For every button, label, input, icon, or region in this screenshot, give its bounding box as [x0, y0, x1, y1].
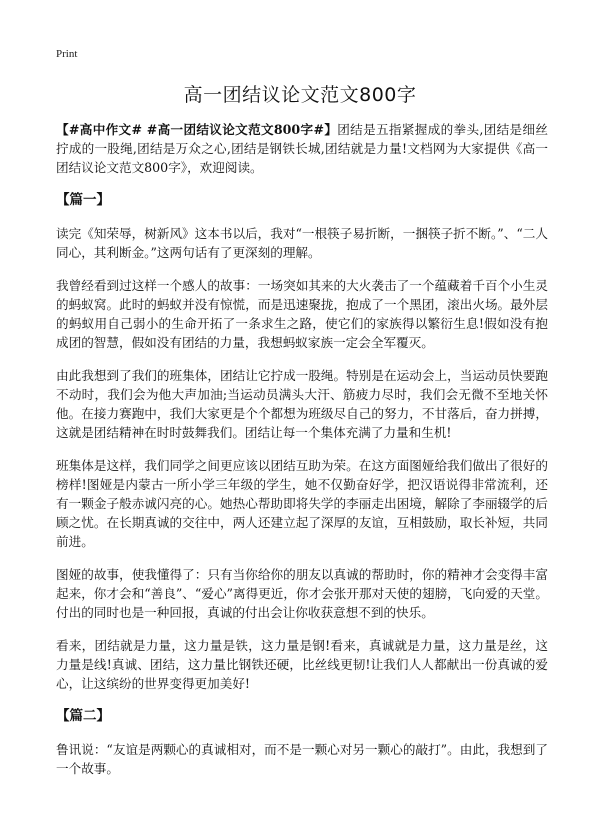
- section2-paragraph: 鲁讯说：“友谊是两颗心的真诚相对，而不是一颗心对另一颗心的敲打”。由此，我想到了一个故事。: [56, 742, 548, 776]
- document-body: [56, 120, 548, 792]
- intro-text: 团结是五指紧握成的拳头,团结是细丝拧成的一股绳,团结是万众之心,团结是钢铁长城,团结就是力量!文档网为大家提供《高一团结议论文范文800字》，欢迎阅读。: [56, 122, 548, 175]
- section1-paragraph: 读完《知荣辱，树新风》这本书以后，我对“一根筷子易折断，一捆筷子折不断。”、“二人同心，其利断金。”这两句话有了更深刻的理解。: [56, 226, 548, 260]
- section1-paragraph: 看来，团结就是力量，这力量是铁，这力量是钢!看来，真诚就是力量，这力量是丝，这力量是线!真诚、团结，这力量比钢铁还硬，比丝线更韧!让我们人人都献出一份真诚的爱心，让这缤纷的世界变得更加美好!: [56, 638, 548, 691]
- section1-paragraph: 我曾经看到过这样一个感人的故事：一场突如其来的大火袭击了一个蕴藏着千百个小生灵的蚂蚁窝。此时的蚂蚁并没有惊慌，而是迅速聚拢，抱成了一个黑团，滚出火场。最外层的蚂蚁用自己弱小的生命开拓了一条求生之路，使它们的家族得以繁衍生息!假如没有抱成团的智慧，假如没有团结的力量，我想蚂蚁家族一定会全军覆灭。: [56, 278, 548, 350]
- section1-paragraph: 由此我想到了我们的班集体，团结让它拧成一股绳。特别是在运动会上，当运动员快要跑不动时，我们会为他大声加油;当运动员满头大汗、筋疲力尽时，我们会无微不至地关怀他。在接力赛跑中，我们大家更是个个都想为班级尽自己的努力，不甘落后，奋力拼搏，这就是团结精神在时时鼓舞我们。团结让每一个集体充满了力量和生机!: [56, 368, 548, 440]
- document-title: 高一团结议论文范文800字: [183, 84, 417, 106]
- section-heading-1: 【篇一】: [56, 192, 110, 208]
- section1-paragraph: 班集体是这样，我们同学之间更应该以团结互助为荣。在这方面图娅给我们做出了很好的榜样!图娅是内蒙古一所小学三年级的学生，她不仅勤奋好学，把汉语说得非常流利，还有一颗金子般赤诚闪亮的心。她热心帮助即将失学的李丽走出困境，解除了李丽辍学的后顾之忧。在长期真诚的交往中，两人还建立起了深厚的友谊，互相鼓励，取长补短，共同前进。: [56, 458, 548, 549]
- section-heading-2: 【篇二】: [56, 708, 110, 724]
- intro-paragraph: [56, 120, 548, 177]
- print-label: Print: [56, 48, 78, 60]
- section1-paragraph: 图娅的故事，使我懂得了：只有当你给你的朋友以真诚的帮助时，你的精神才会变得丰富起来，你才会和“善良”、“爱心”离得更近，你才会张开那对天使的翅膀，飞向爱的天堂。付出的同时也是一种回报，真诚的付出会让你收获意想不到的快乐。: [56, 567, 548, 620]
- intro-tag: 【#高中作文# #高一团结议论文范文800字#】: [56, 122, 338, 137]
